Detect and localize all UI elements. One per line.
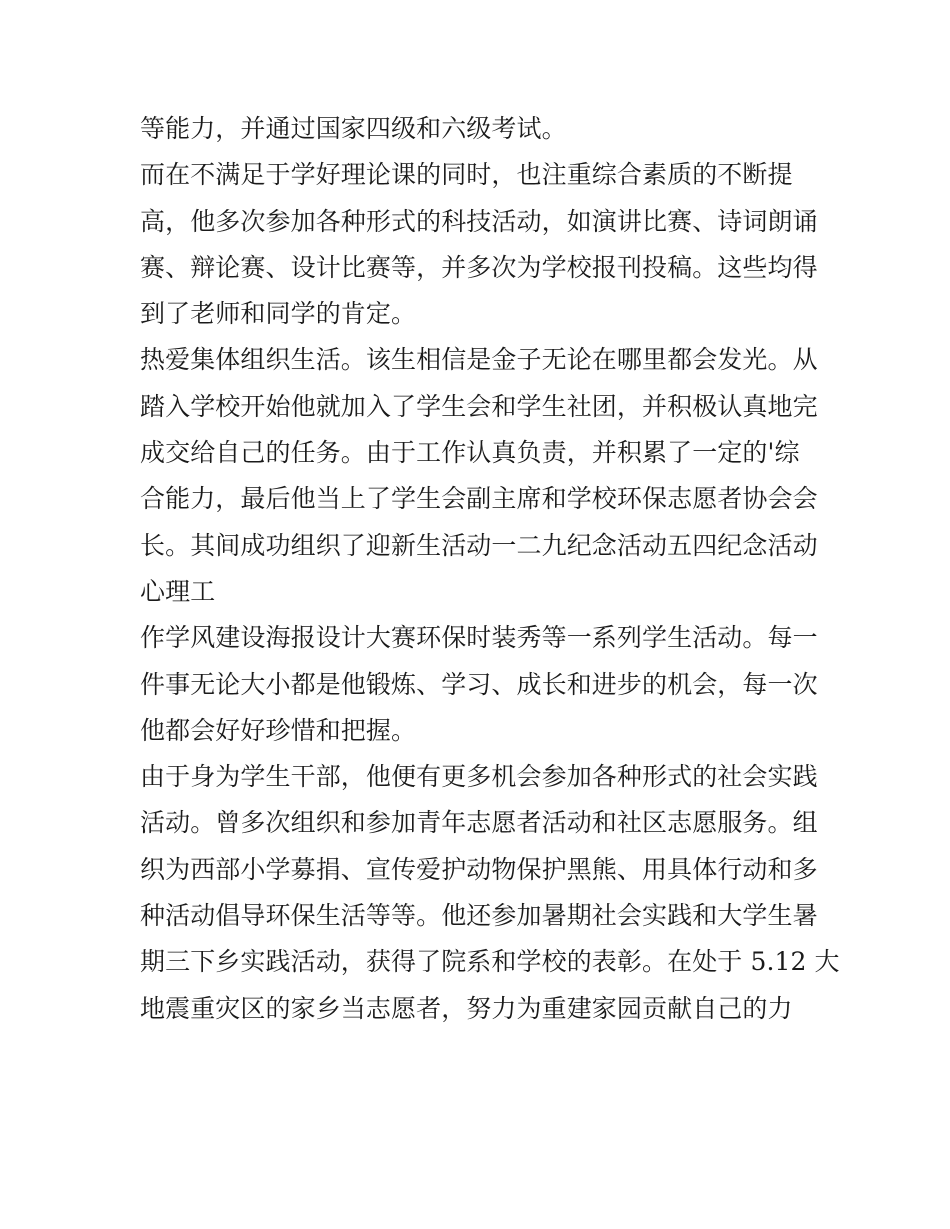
text-line: 而在不满足于学好理论课的同时，也注重综合素质的不断提	[140, 160, 793, 190]
text-line: 合能力，最后他当上了学生会副主席和学校环保志愿者协会会	[140, 484, 818, 514]
text-line: 由于身为学生干部，他便有更多机会参加各种形式的社会实践	[140, 762, 818, 792]
text-line: 心理工	[140, 576, 216, 606]
text-line: 热爱集体组织生活。该生相信是金子无论在哪里都会发光。从	[140, 345, 818, 375]
text-line: 活动。曾多次组织和参加青年志愿者活动和社区志愿服务。组	[140, 808, 818, 838]
text-line: 等能力，并通过国家四级和六级考试。	[140, 114, 567, 143]
text-line: 成交给自己的任务。由于工作认真负责，并积累了一定的'综	[140, 438, 800, 468]
text-line: 赛、辩论赛、设计比赛等，并多次为学校报刊投稿。这些均得	[140, 252, 818, 282]
text-line: 件事无论大小都是他锻炼、学习、成长和进步的机会，每一次	[140, 669, 818, 699]
text-line: 高，他多次参加各种形式的科技活动，如演讲比赛、诗词朗诵	[140, 206, 818, 236]
text-line: 织为西部小学募捐、宣传爱护动物保护黑熊、用具体行动和多	[140, 854, 818, 884]
text-line: 种活动倡导环保生活等等。他还参加暑期社会实践和大学生暑	[140, 901, 818, 931]
text-line: 他都会好好珍惜和把握。	[140, 715, 417, 745]
text-line: 踏入学校开始他就加入了学生会和学生社团，并积极认真地完	[140, 391, 818, 421]
text-line: 地震重灾区的家乡当志愿者，努力为重建家园贡献自己的力	[140, 993, 793, 1023]
text-line: 到了老师和同学的肯定。	[140, 299, 417, 329]
document-body	[140, 106, 840, 1032]
text-line: 长。其间成功组织了迎新生活动一二九纪念活动五四纪念活动	[140, 530, 818, 560]
text-line: 作学风建设海报设计大赛环保时装秀等一系列学生活动。每一	[140, 623, 818, 653]
text-line: 期三下乡实践活动，获得了院系和学校的表彰。在处于 5.12 大	[140, 947, 840, 977]
